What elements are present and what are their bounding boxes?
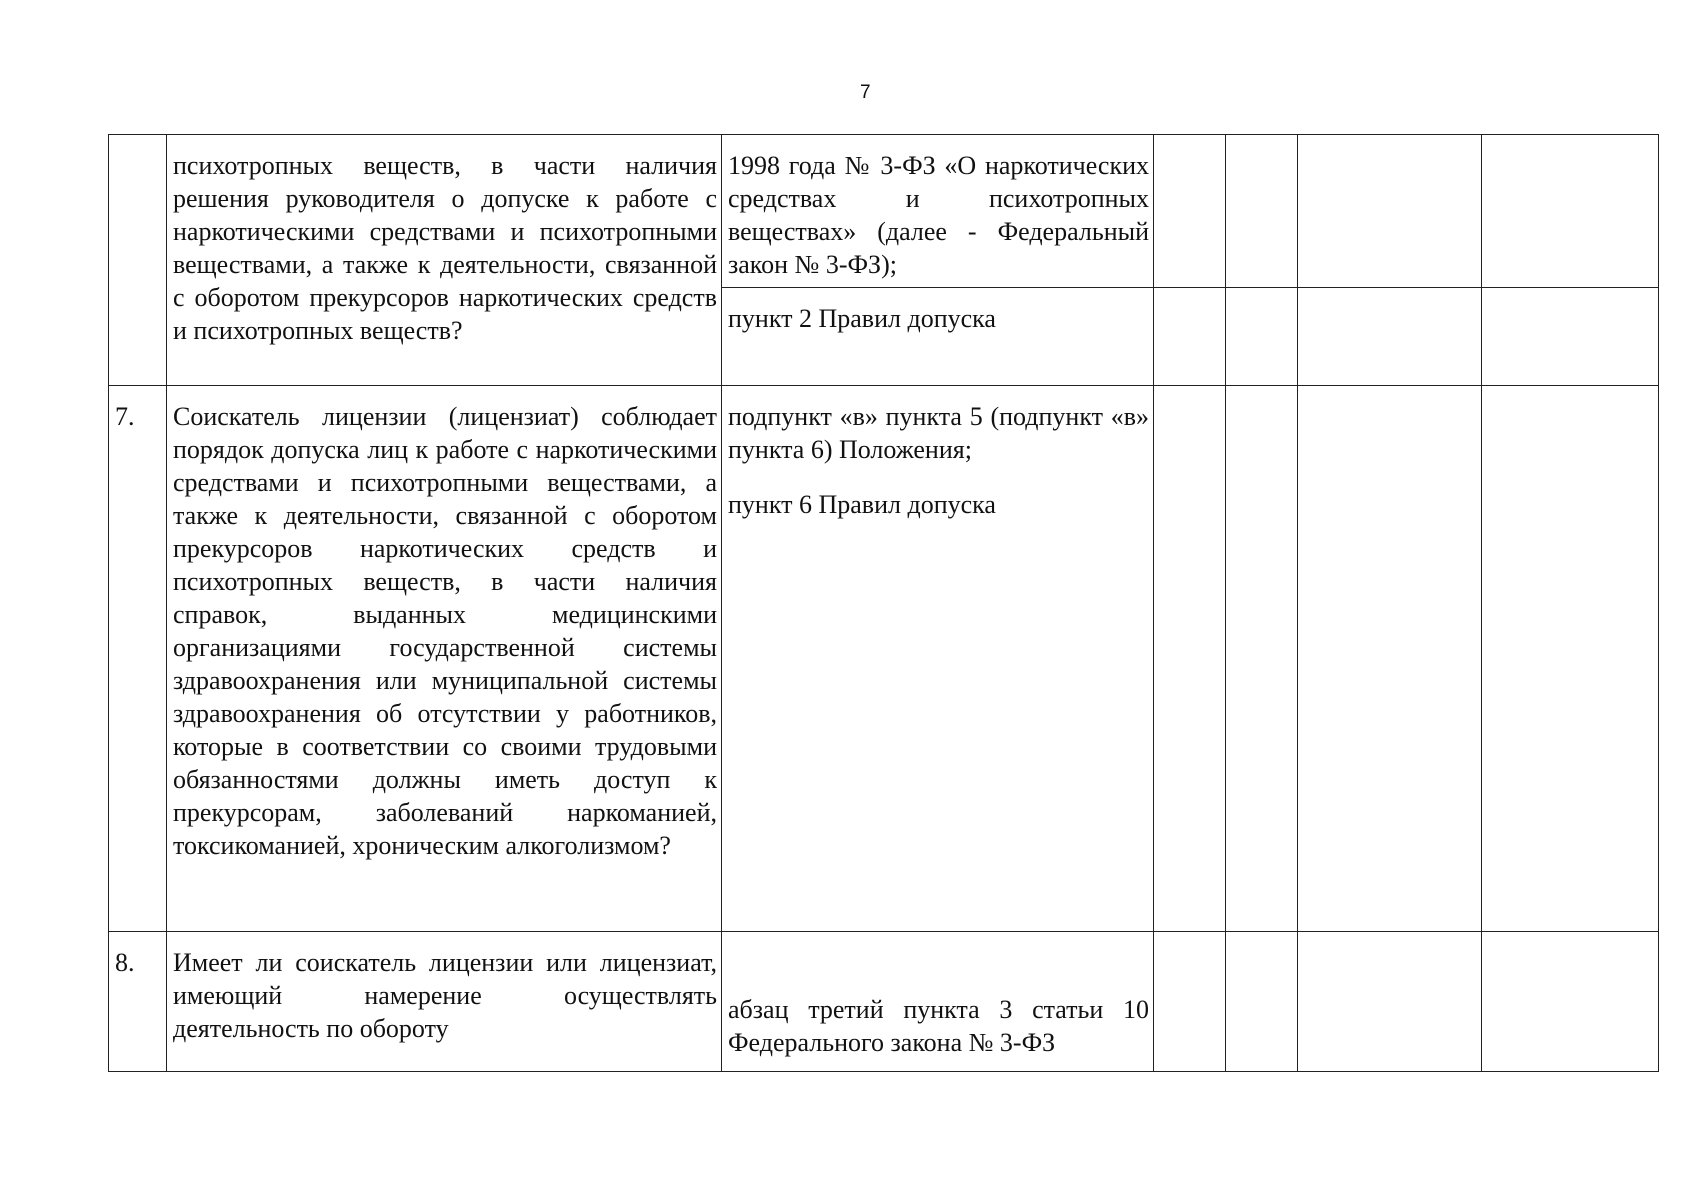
question-cell: Имеет ли соискатель лицензии или лицензиат, имеющий намерение осуществлять деятельность по обороту [167,932,722,1072]
basis-text: абзац третий пункта 3 статьи 10 Федерального закона № 3-ФЗ [728,994,1149,1057]
empty-cell [1226,932,1298,1072]
empty-cell [1482,932,1659,1072]
empty-cell [1226,386,1298,932]
checklist-table [108,134,1659,1072]
empty-cell [1298,288,1482,386]
empty-cell [1298,932,1482,1072]
basis-text: подпункт «в» пункта 5 (подпункт «в» пункта 6) Положения; [728,402,1149,464]
empty-cell [1154,135,1226,288]
empty-cell [1226,135,1298,288]
table-row [109,932,1659,1072]
question-cell: Соискатель лицензии (лицензиат) соблюдает порядок допуска лиц к работе с наркотическими средствами и психотропными веществами, а также к деятельности, связанной с оборотом прекурсоров наркотических средств и психотропных веществ, в части наличия справок, выданных медицинскими организациями государственной системы здравоохранения или муниципальной системы здравоохранения об отсутствии у работников, которые в соответствии со своими трудовыми обязанностями должны иметь доступ к прекурсорам, заболеваний наркоманией, токсикоманией, хроническим алкоголизмом? [167,386,722,932]
basis-text: 1998 года № 3-ФЗ «О наркотических средствах и психотропных веществах» (далее - Федеральный закон № 3-ФЗ); [728,151,1149,279]
basis-cell [722,386,1154,932]
empty-cell [1154,386,1226,932]
row-number: 7. [109,386,167,932]
basis-cell [722,288,1154,386]
empty-cell [1482,135,1659,288]
row-number: 8. [109,932,167,1072]
empty-cell [1298,135,1482,288]
basis-text: пункт 6 Правил допуска [728,490,996,519]
empty-cell [1482,288,1659,386]
page-number: 7 [860,82,871,103]
basis-text: пункт 2 Правил допуска [728,304,996,333]
table-row [109,386,1659,932]
question-cell: психотропных веществ, в части наличия решения руководителя о допуске к работе с наркотическими средствами и психотропными веществами, а также к деятельности, связанной с оборотом прекурсоров наркотических средств и психотропных веществ? [167,135,722,386]
table-row [109,135,1659,288]
row-number [109,135,167,386]
empty-cell [1298,386,1482,932]
basis-cell [722,932,1154,1072]
empty-cell [1154,932,1226,1072]
basis-cell [722,135,1154,288]
empty-cell [1154,288,1226,386]
empty-cell [1226,288,1298,386]
empty-cell [1482,386,1659,932]
